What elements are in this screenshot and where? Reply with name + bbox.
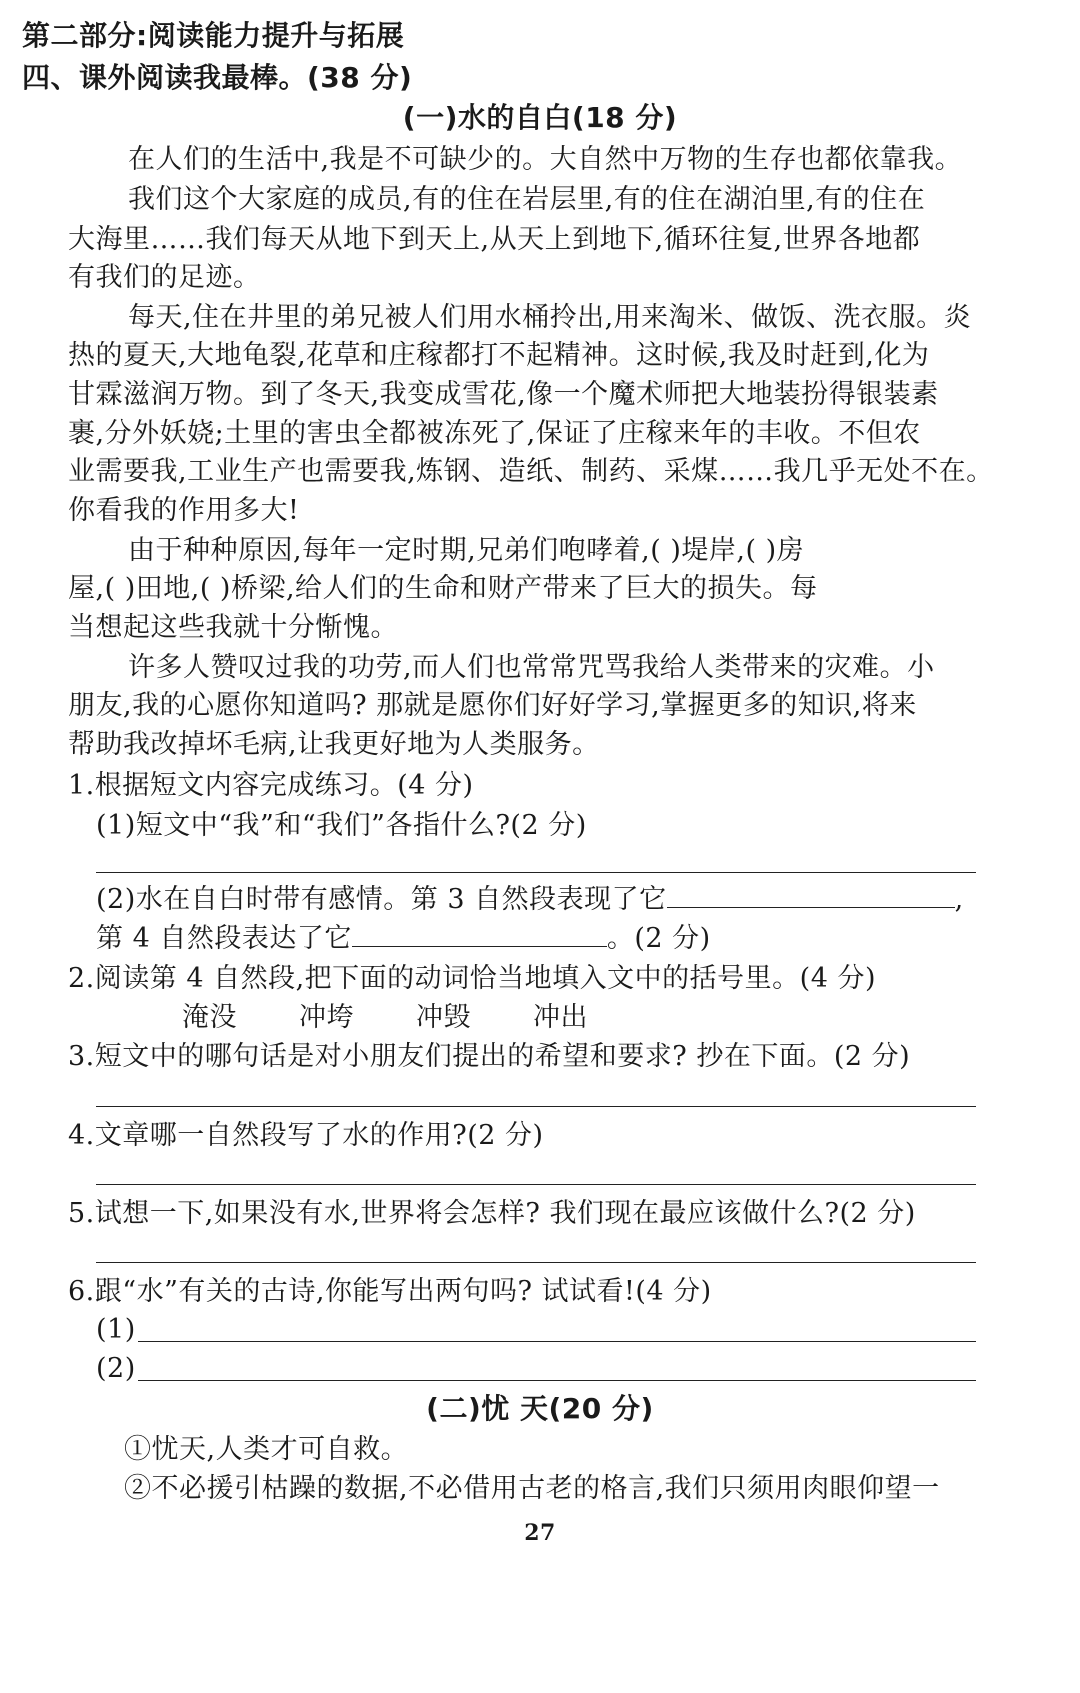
section-title: 四、课外阅读我最棒。(38 分): [22, 61, 413, 94]
question-6-2-label: (2): [96, 1353, 136, 1384]
answer-line[interactable]: [138, 1341, 976, 1342]
page-number: 27: [524, 1520, 556, 1546]
passage1-title: (一)水的自白(18 分): [402, 101, 678, 134]
answer-line[interactable]: [96, 1262, 976, 1263]
passage1-line: 裹,分外妖娆;土里的害虫全都被冻死了,保证了庄稼来年的丰收。不但农: [68, 418, 921, 449]
answer-line[interactable]: [96, 1184, 976, 1185]
question-1: 1.根据短文内容完成练习。(4 分): [68, 770, 474, 801]
passage1-line: 业需要我,工业生产也需要我,炼钢、造纸、制药、采煤……我几乎无处不在。: [68, 456, 994, 487]
question-6-1-label: (1): [96, 1314, 136, 1345]
question-1-2-cont: 第 4 自然段表达了它 。(2 分): [96, 923, 711, 954]
passage2-line: ①忧天,人类才可自救。: [124, 1434, 409, 1465]
passage1-line: 屋,( )田地,( )桥梁,给人们的生命和财产带来了巨大的损失。每: [68, 573, 818, 604]
answer-blank[interactable]: [667, 887, 955, 908]
passage1-line: 我们这个大家庭的成员,有的住在岩层里,有的住在湖泊里,有的住在: [128, 184, 926, 215]
passage1-line: 由于种种原因,每年一定时期,兄弟们咆哮着,( )堤岸,( )房: [128, 535, 805, 566]
passage1-line: 在人们的生活中,我是不可缺少的。大自然中万物的生存也都依靠我。: [128, 144, 963, 175]
verb-option: 冲出: [533, 1002, 588, 1033]
passage1-line: 每天,住在井里的弟兄被人们用水桶拎出,用来淘米、做饭、洗衣服。炎: [128, 302, 972, 333]
question-6: 6.跟“水”有关的古诗,你能写出两句吗? 试试看!(4 分): [68, 1276, 712, 1307]
verb-options: [182, 1004, 650, 1031]
passage1-line: 许多人赞叹过我的功劳,而人们也常常咒骂我给人类带来的灾难。小: [128, 652, 935, 683]
answer-line[interactable]: [96, 1106, 976, 1107]
passage1-line: 当想起这些我就十分惭愧。: [68, 612, 398, 643]
question-1-2: (2)水在自白时带有感情。第 3 自然段表现了它 ,: [96, 884, 964, 915]
passage2-line: ②不必援引枯躁的数据,不必借用古老的格言,我们只须用肉眼仰望一: [124, 1473, 940, 1504]
question-4: 4.文章哪一自然段写了水的作用?(2 分): [68, 1120, 544, 1151]
passage1-line: 甘霖滋润万物。到了冬天,我变成雪花,像一个魔术师把大地装扮得银装素: [68, 379, 939, 410]
verb-option: 冲垮: [299, 1002, 354, 1033]
question-3: 3.短文中的哪句话是对小朋友们提出的希望和要求? 抄在下面。(2 分): [68, 1041, 911, 1072]
question-2: 2.阅读第 4 自然段,把下面的动词恰当地填入文中的括号里。(4 分): [68, 963, 877, 994]
question-1-1: (1)短文中“我”和“我们”各指什么?(2 分): [96, 810, 587, 841]
passage2-title: (二)忧 天(20 分): [426, 1392, 654, 1425]
answer-line[interactable]: [138, 1380, 976, 1381]
passage1-line: 有我们的足迹。: [68, 262, 261, 293]
passage1-line: 热的夏天,大地龟裂,花草和庄稼都打不起精神。这时候,我及时赶到,化为: [68, 340, 930, 371]
question-5: 5.试想一下,如果没有水,世界将会怎样? 我们现在最应该做什么?(2 分): [68, 1198, 916, 1229]
verb-option: 冲毁: [416, 1002, 471, 1033]
verb-option: 淹没: [182, 1002, 237, 1033]
passage1-line: 朋友,我的心愿你知道吗? 那就是愿你们好好学习,掌握更多的知识,将来: [68, 690, 917, 721]
answer-blank[interactable]: [352, 926, 607, 947]
answer-line[interactable]: [96, 872, 976, 873]
passage1-line: 帮助我改掉坏毛病,让我更好地为人类服务。: [68, 729, 600, 760]
passage1-line: 你看我的作用多大!: [68, 495, 300, 526]
passage1-line: 大海里……我们每天从地下到天上,从天上到地下,循环往复,世界各地都: [68, 224, 921, 255]
part-title: 第二部分:阅读能力提升与拓展: [22, 19, 405, 52]
